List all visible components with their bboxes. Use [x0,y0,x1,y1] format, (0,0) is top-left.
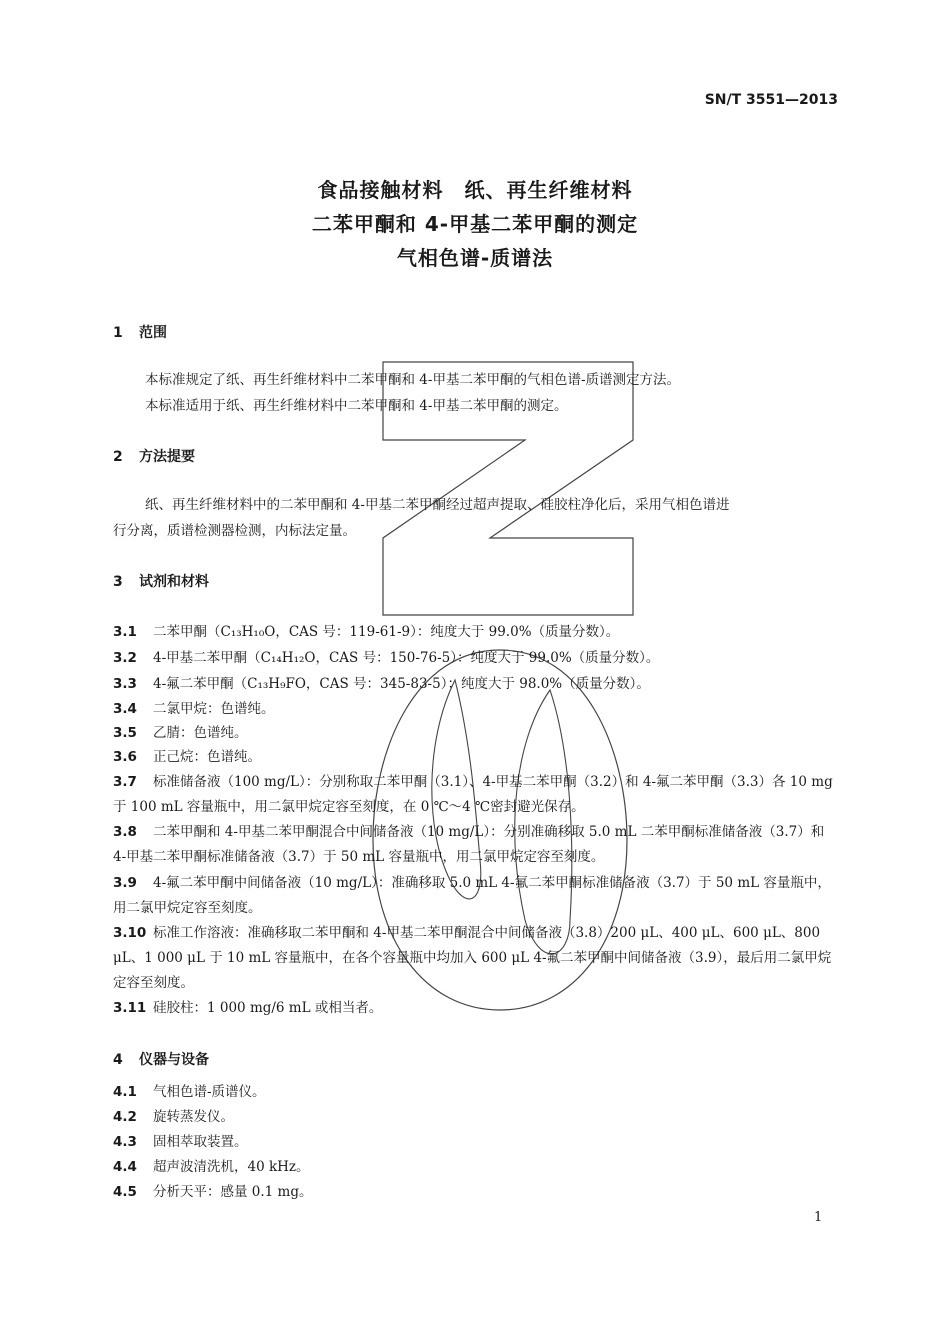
item-number: 3.8 [113,824,137,840]
list-item [113,620,840,645]
section-number: 2 [113,449,123,465]
paragraph-scope-1: 本标准规定了纸、再生纤维材料中二苯甲酮和 4-甲基二苯甲酮的气相色谱-质谱测定方法。 [145,372,681,388]
item-text: 硅胶柱：1 000 mg/6 mL 或相当者。 [153,1000,383,1016]
section-number: 3 [113,574,123,590]
item-text: 正己烷：色谱纯。 [153,749,261,765]
list-item [113,1105,840,1130]
list-item [113,1155,840,1180]
section-title: 试剂和材料 [139,574,209,590]
item-number: 4.5 [113,1184,137,1200]
list-item [113,1080,840,1105]
item-number: 3.2 [113,650,137,666]
document-title-line-2: 二苯甲酮和 4-甲基二苯甲酮的测定 [311,212,639,236]
item-number: 4.3 [113,1134,137,1150]
list-item [113,646,840,671]
section-number: 1 [113,325,123,341]
item-number: 3.7 [113,774,137,790]
item-number: 3.4 [113,701,137,717]
item-number: 4.4 [113,1159,137,1175]
section-heading-4 [113,1049,209,1069]
item-text: 标准储备液（100 mg/L）：分别称取二苯甲酮（3.1）、4-甲基二苯甲酮（3.2）和 4-氟二苯甲酮（3.3）各 10 mg 于 100 mL 容量瓶中，用二氯甲烷定容至刻度，在 0 ℃～4 ℃密封避光保存。 [113,774,833,815]
item-text: 4-甲基二苯甲酮（C₁₄H₁₂O，CAS 号：150-76-5）：纯度大于 99.0%（质量分数）。 [153,650,660,666]
item-text: 标准工作溶液：准确移取二苯甲酮和 4-甲基二苯甲酮混合中间储备液（3.8）200 μL、400 μL、600 μL、800 μL、1 000 μL 于 10 mL 容量瓶中，在各个容量瓶中均加入 600 μL 4-氟二苯甲酮中间储备液（3.9），最后用二氯甲烷定容至刻度。 [113,925,832,991]
item-number: 4.1 [113,1084,137,1100]
list-item [113,721,840,746]
item-text: 旋转蒸发仪。 [153,1109,234,1125]
section-heading-1 [113,322,167,342]
section-heading-2 [113,446,195,466]
item-text: 4-氟二苯甲酮（C₁₃H₉FO，CAS 号：345-83-5）：纯度大于 98.0%（质量分数）。 [153,676,650,692]
list-item [113,745,840,770]
paragraph-scope-2: 本标准适用于纸、再生纤维材料中二苯甲酮和 4-甲基二苯甲酮的测定。 [145,398,568,414]
standard-number: SN/T 3551—2013 [704,92,838,108]
section-title: 方法提要 [139,449,195,465]
item-number: 3.5 [113,725,137,741]
section-heading-3 [113,571,209,591]
list-item [113,1180,840,1205]
item-number: 3.9 [113,875,137,891]
item-text: 超声波清洗机，40 kHz。 [153,1159,310,1175]
list-item [113,921,840,996]
item-number: 3.1 [113,624,137,640]
section-title: 范围 [139,325,167,341]
item-number: 3.10 [113,925,147,941]
item-text: 二苯甲酮（C₁₃H₁₀O，CAS 号：119-61-9）：纯度大于 99.0%（质量分数）。 [153,624,620,640]
paragraph-method-line-2: 行分离，质谱检测器检测，内标法定量。 [113,523,356,539]
document-title-line-3: 气相色谱-质谱法 [396,246,554,270]
page-number: 1 [814,1210,823,1225]
item-text: 分析天平：感量 0.1 mg。 [153,1184,313,1200]
item-number: 4.2 [113,1109,137,1125]
item-number: 3.11 [113,1000,147,1016]
item-text: 4-氟二苯甲酮中间储备液（10 mg/L）：准确移取 5.0 mL 4-氟二苯甲酮标准储备液（3.7）于 50 mL 容量瓶中，用二氯甲烷定容至刻度。 [113,875,831,916]
list-item [113,672,840,697]
list-item [113,996,840,1021]
item-text: 二苯甲酮和 4-甲基二苯甲酮混合中间储备液（10 mg/L）：分别准确移取 5.0 mL 二苯甲酮标准储备液（3.7）和 4-甲基二苯甲酮标准储备液（3.7）于 50 mL 容量瓶中，用二氯甲烷定容至刻度。 [113,824,825,865]
item-text: 乙腈：色谱纯。 [153,725,248,741]
list-item [113,1130,840,1155]
item-text: 固相萃取装置。 [153,1134,248,1150]
item-number: 3.3 [113,676,137,692]
paragraph-method-line-1: 纸、再生纤维材料中的二苯甲酮和 4-甲基二苯甲酮经过超声提取、硅胶柱净化后，采用气相色谱进 [145,497,730,513]
document-title-line-1: 食品接触材料 纸、再生纤维材料 [317,178,633,202]
item-text: 气相色谱-质谱仪。 [153,1084,266,1100]
list-item [113,820,840,870]
list-item [113,770,840,820]
item-number: 3.6 [113,749,137,765]
list-item [113,697,840,722]
list-item [113,871,840,921]
section-title: 仪器与设备 [139,1052,209,1068]
item-text: 二氯甲烷：色谱纯。 [153,701,275,717]
section-number: 4 [113,1052,123,1068]
